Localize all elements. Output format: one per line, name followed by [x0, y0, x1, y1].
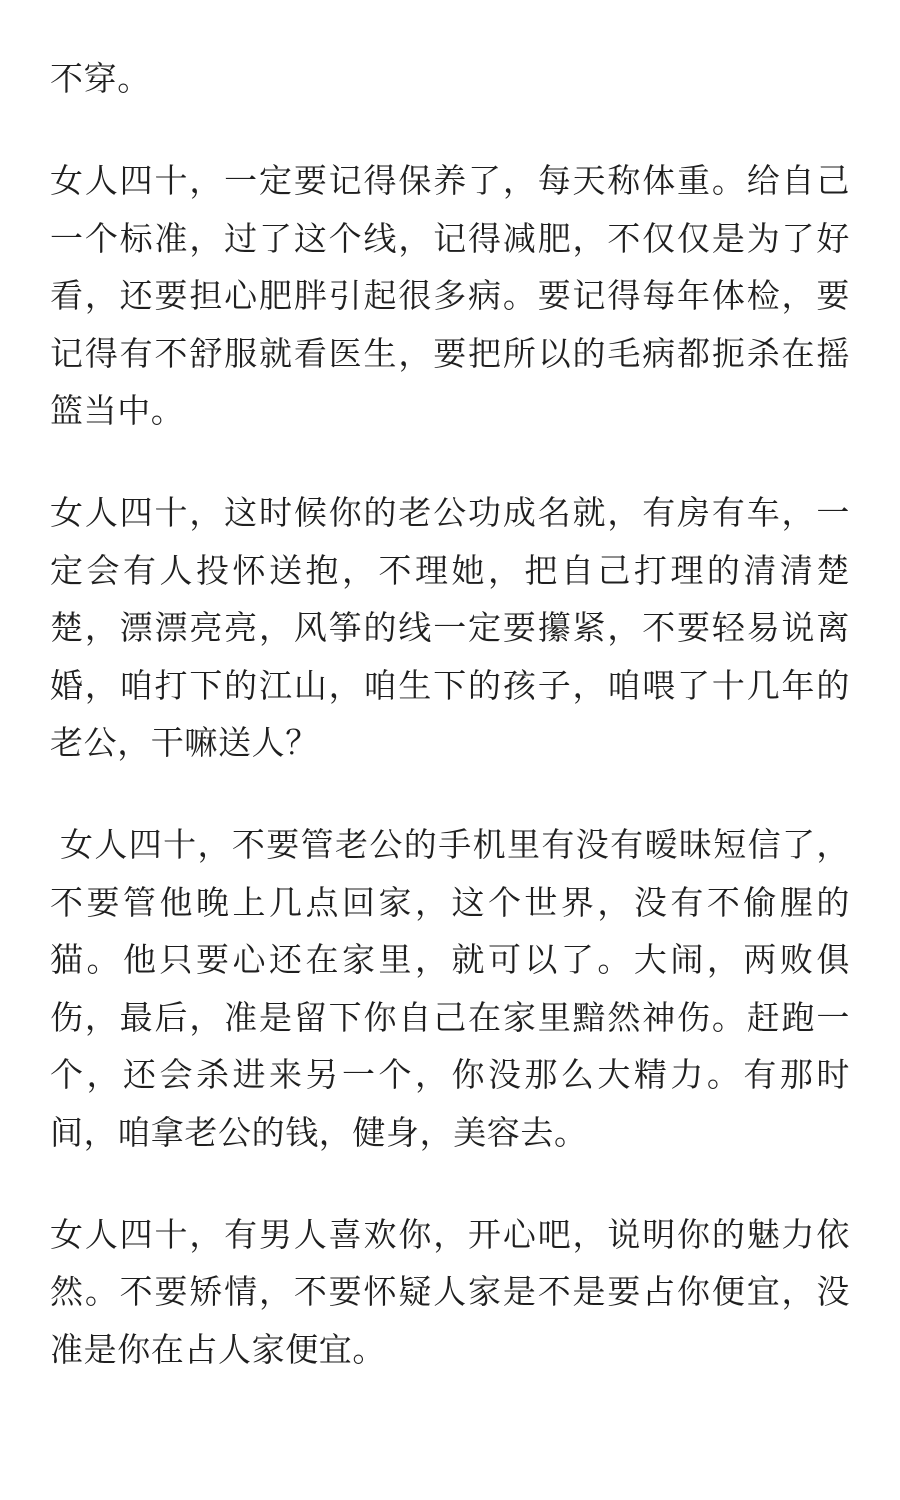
paragraph-1: 不穿。: [50, 59, 151, 98]
paragraph-2: 女人四十，一定要记得保养了，每天称体重。给自己一个标准，过了这个线，记得减肥，不仅仅是为了好看，还要担心肥胖引起很多病。要记得每年体检，要记得有不舒服就看医生，要把所以的毛病都扼杀在摇篮当中。: [50, 161, 850, 431]
paragraph-4: 女人四十，不要管老公的手机里有没有暧昧短信了，不要管他晚上几点回家，这个世界，没有不偷腥的猫。他只要心还在家里，就可以了。大闹，两败俱伤，最后，准是留下你自己在家里黯然神伤。赶跑一个，还会杀进来另一个，你没那么大精力。有那时间，咱拿老公的钱，健身，美容去。: [50, 825, 850, 1152]
paragraph-5: 女人四十，有男人喜欢你，开心吧，说明你的魅力依然。不要矫情，不要怀疑人家是不是要占你便宜，没准是你在占人家便宜。: [50, 1214, 850, 1369]
paragraph-3: 女人四十，这时候你的老公功成名就，有房有车，一定会有人投怀送抱，不理她，把自己打理的清清楚楚，漂漂亮亮，风筝的线一定要攥紧，不要轻易说离婚，咱打下的江山，咱生下的孩子，咱喂了十几年的老公，干嘛送人？: [50, 493, 850, 763]
